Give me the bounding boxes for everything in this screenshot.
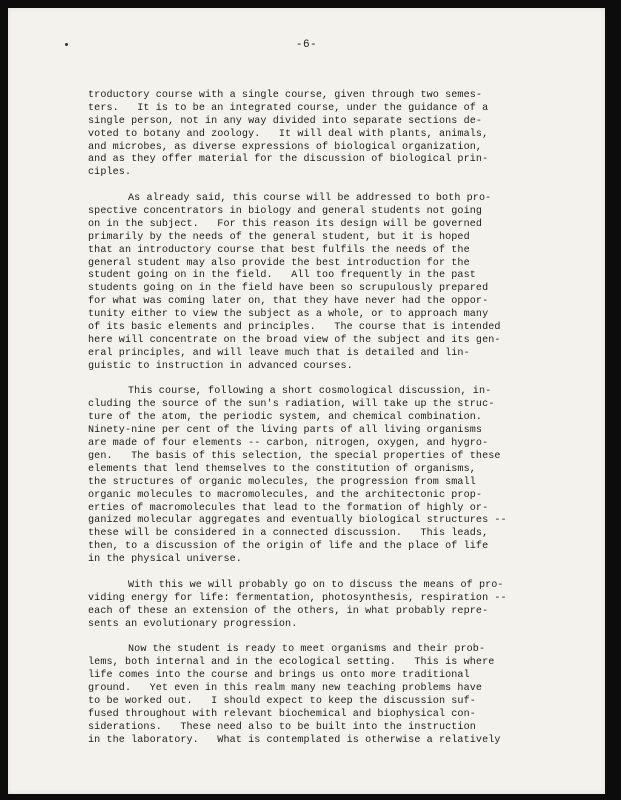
text-line: then, to a discussion of the origin of life and the place of life [88,541,489,553]
text-line: that an introductory course that best fulfils the needs of the [88,244,470,256]
text-line: gen. The basis of this selection, the special properties of these [88,450,501,462]
paragraph [88,644,566,747]
text-line: these will be considered in a connected discussion. This leads, [88,528,489,540]
text-line: here will concentrate on the broad view of the subject and its gen- [88,334,501,346]
text-line: student going on in the field. All too frequently in the past [88,270,476,282]
text-line: lems, both internal and in the ecological setting. This is where [88,657,495,669]
text-line: for what was coming later on, that they have never had the oppor- [88,296,489,308]
text-line: As already said, this course will be addressed to both pro- [128,193,492,205]
text-line: troductory course with a single course, given through two semes- [88,90,483,101]
text-line: and as they offer material for the discussion of biological prin- [88,154,489,166]
text-line: cluding the source of the sun's radiation, will take up the struc- [88,399,495,411]
text-line: siderations. These need also to be built into the instruction [88,721,476,733]
text-line: sents an evolutionary progression. [88,618,298,630]
paragraph [88,90,566,180]
text-line: each of these an extension of the others, in what probably repre- [88,605,489,617]
text-line: on in the subject. For this reason its design will be governed [88,218,483,230]
paragraph [88,386,566,566]
text-line: This course, following a short cosmological discussion, in- [128,386,492,398]
text-line: the structures of organic molecules, the progression from small [88,476,476,488]
text-line: eral principles, and will leave much that is detailed and lin- [88,347,470,359]
text-line: ters. It is to be an integrated course, under the guidance of a [88,102,489,114]
typewritten-page [8,8,605,794]
text-line: tunity either to view the subject as a whole, or to approach many [88,309,489,321]
text-line: of its basic elements and principles. The course that is intended [88,322,501,334]
text-line: Now the student is ready to meet organisms and their prob- [128,644,486,656]
text-line: single person, not in any way divided into separate sections de- [88,115,483,127]
text-line: life comes into the course and brings us onto more traditional [88,670,470,682]
text-line: spective concentrators in biology and general students not going [88,206,483,218]
text-line: elements that lend themselves to the constitution of organisms, [88,463,476,475]
page-number: -6- [295,39,318,51]
text-line: to be worked out. I should expect to keep the discussion suf- [88,695,476,707]
text-line: ciples. [88,167,132,179]
text-line: Ninety-nine per cent of the living parts of all living organisms [88,425,483,437]
text-line: are made of four elements -- carbon, nitrogen, oxygen, and hygro- [88,438,489,450]
text-line: ganized molecular aggregates and eventually biological structures -- [88,515,507,527]
paragraph [88,193,566,373]
text-line: students going on in the field have been so scrupulously prepared [88,283,489,295]
text-line: primarily by the needs of the general student, but it is hoped [88,231,470,243]
body-text [88,90,566,760]
text-line: voted to botany and zoology. It will deal with plants, animals, [88,128,489,140]
text-line: in the laboratory. What is contemplated is otherwise a relatively [88,734,501,746]
text-line: organic molecules to macromolecules, and the architectonic prop- [88,489,483,501]
text-line: in the physical universe. [88,554,242,566]
text-line: guistic to instruction in advanced courses. [88,360,353,372]
text-line: and microbes, as diverse expressions of biological organization, [88,141,483,153]
text-line: fused throughout with relevant biochemical and biophysical con- [88,708,476,720]
text-line: erties of macromolecules that lead to the formation of highly or- [88,502,489,514]
text-line: ground. Yet even in this realm many new teaching problems have [88,682,483,694]
text-line: general student may also provide the best introduction for the [88,257,470,269]
paragraph [88,580,566,632]
text-line: ture of the atom, the periodic system, and chemical combination. [88,412,483,424]
text-line: viding energy for life: fermentation, photosynthesis, respiration -- [88,592,507,604]
text-line: With this we will probably go on to discuss the means of pro- [128,579,504,591]
